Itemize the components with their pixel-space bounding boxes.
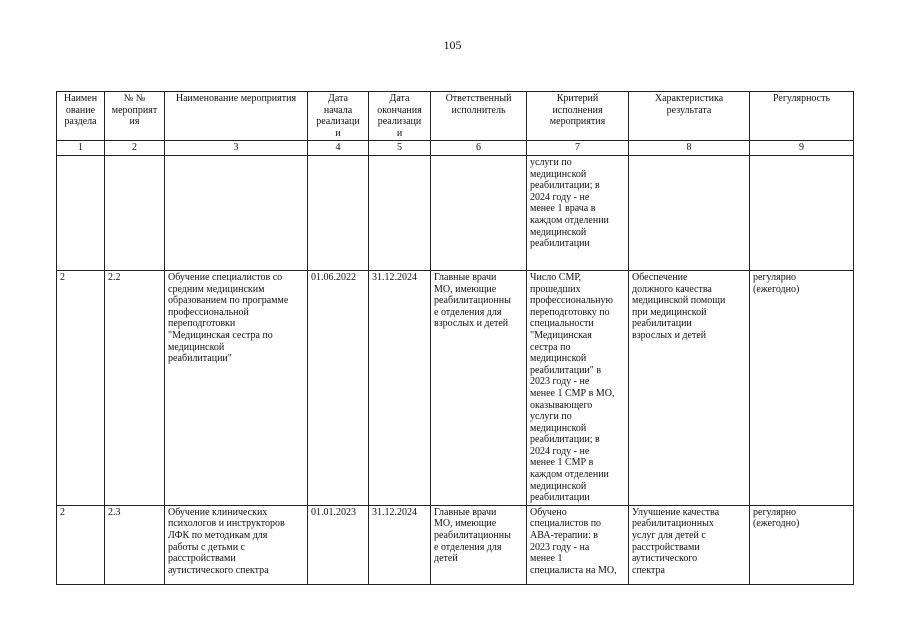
header-measure-number: № № мероприят ия — [105, 92, 165, 141]
table-cell — [165, 155, 308, 270]
table-cell: 31.12.2024 — [369, 270, 431, 505]
column-number: 6 — [431, 141, 527, 156]
column-number: 1 — [57, 141, 105, 156]
column-number-row — [57, 141, 854, 156]
table-cell: регулярно (ежегодно) — [750, 505, 854, 584]
table-cell — [750, 155, 854, 270]
table-cell: 2.3 — [105, 505, 165, 584]
table-cell — [308, 155, 369, 270]
table-row — [57, 155, 854, 270]
header-measure-name: Наименование мероприятия — [165, 92, 308, 141]
column-number: 5 — [369, 141, 431, 156]
table-cell: Главные врачи МО, имеющие реабилитационны е отделения для взрослых и детей — [431, 270, 527, 505]
header-row — [57, 92, 854, 141]
header-responsible: Ответственный исполнитель — [431, 92, 527, 141]
table-cell: 01.01.2023 — [308, 505, 369, 584]
column-number: 4 — [308, 141, 369, 156]
table-cell: регулярно (ежегодно) — [750, 270, 854, 505]
header-criterion: Критерий исполнения мероприятия — [527, 92, 629, 141]
table-cell: 31.12.2024 — [369, 505, 431, 584]
column-number: 9 — [750, 141, 854, 156]
table-cell: 01.06.2022 — [308, 270, 369, 505]
measures-table — [56, 91, 854, 585]
page-number: 105 — [443, 38, 462, 52]
table-cell: Обучено специалистов по АВА-терапии: в 2023 году - на менее 1 специалиста на МО, — [527, 505, 629, 584]
header-section-name: Наимен ование раздела — [57, 92, 105, 141]
table-cell: услуги по медицинской реабилитации; в 2024 году - не менее 1 врача в каждом отделении медицинской реабилитации — [527, 155, 629, 270]
column-number: 7 — [527, 141, 629, 156]
table-cell — [57, 155, 105, 270]
table-cell: Число СМР, прошедших профессиональную переподготовку по специальности "Медицинская сестра по медицинской реабилитации" в 2023 году - не менее 1 СМР в МО, оказывающего услуги по медицинской реабилитации; в 2024 году - не менее 1 СМР в каждом отделении медицинской реабилитации — [527, 270, 629, 505]
header-regularity: Регулярность — [750, 92, 854, 141]
table-cell: 2 — [57, 505, 105, 584]
header-start-date: Дата начала реализаци и — [308, 92, 369, 141]
table-cell — [105, 155, 165, 270]
table-cell: Главные врачи МО, имеющие реабилитационны е отделения для детей — [431, 505, 527, 584]
column-number: 3 — [165, 141, 308, 156]
table-row — [57, 270, 854, 505]
table-cell: Обучение клинических психологов и инструкторов ЛФК по методикам для работы с детьми с расстройствами аутистического спектра — [165, 505, 308, 584]
table-cell: 2 — [57, 270, 105, 505]
column-number: 8 — [629, 141, 750, 156]
table-cell: Обучение специалистов со средним медицинским образованием по программе профессиональной переподготовки "Медицинская сестра по медицинской реабилитации" — [165, 270, 308, 505]
table-cell: 2.2 — [105, 270, 165, 505]
table-cell — [369, 155, 431, 270]
table-cell — [431, 155, 527, 270]
column-number: 2 — [105, 141, 165, 156]
table-cell — [629, 155, 750, 270]
header-result: Характеристика результата — [629, 92, 750, 141]
header-end-date: Дата окончания реализаци и — [369, 92, 431, 141]
table-cell: Улучшение качества реабилитационных услуг для детей с расстройствами аутистического спектра — [629, 505, 750, 584]
table-cell: Обеспечение должного качества медицинской помощи при медицинской реабилитации взрослых и детей — [629, 270, 750, 505]
table-row — [57, 505, 854, 584]
